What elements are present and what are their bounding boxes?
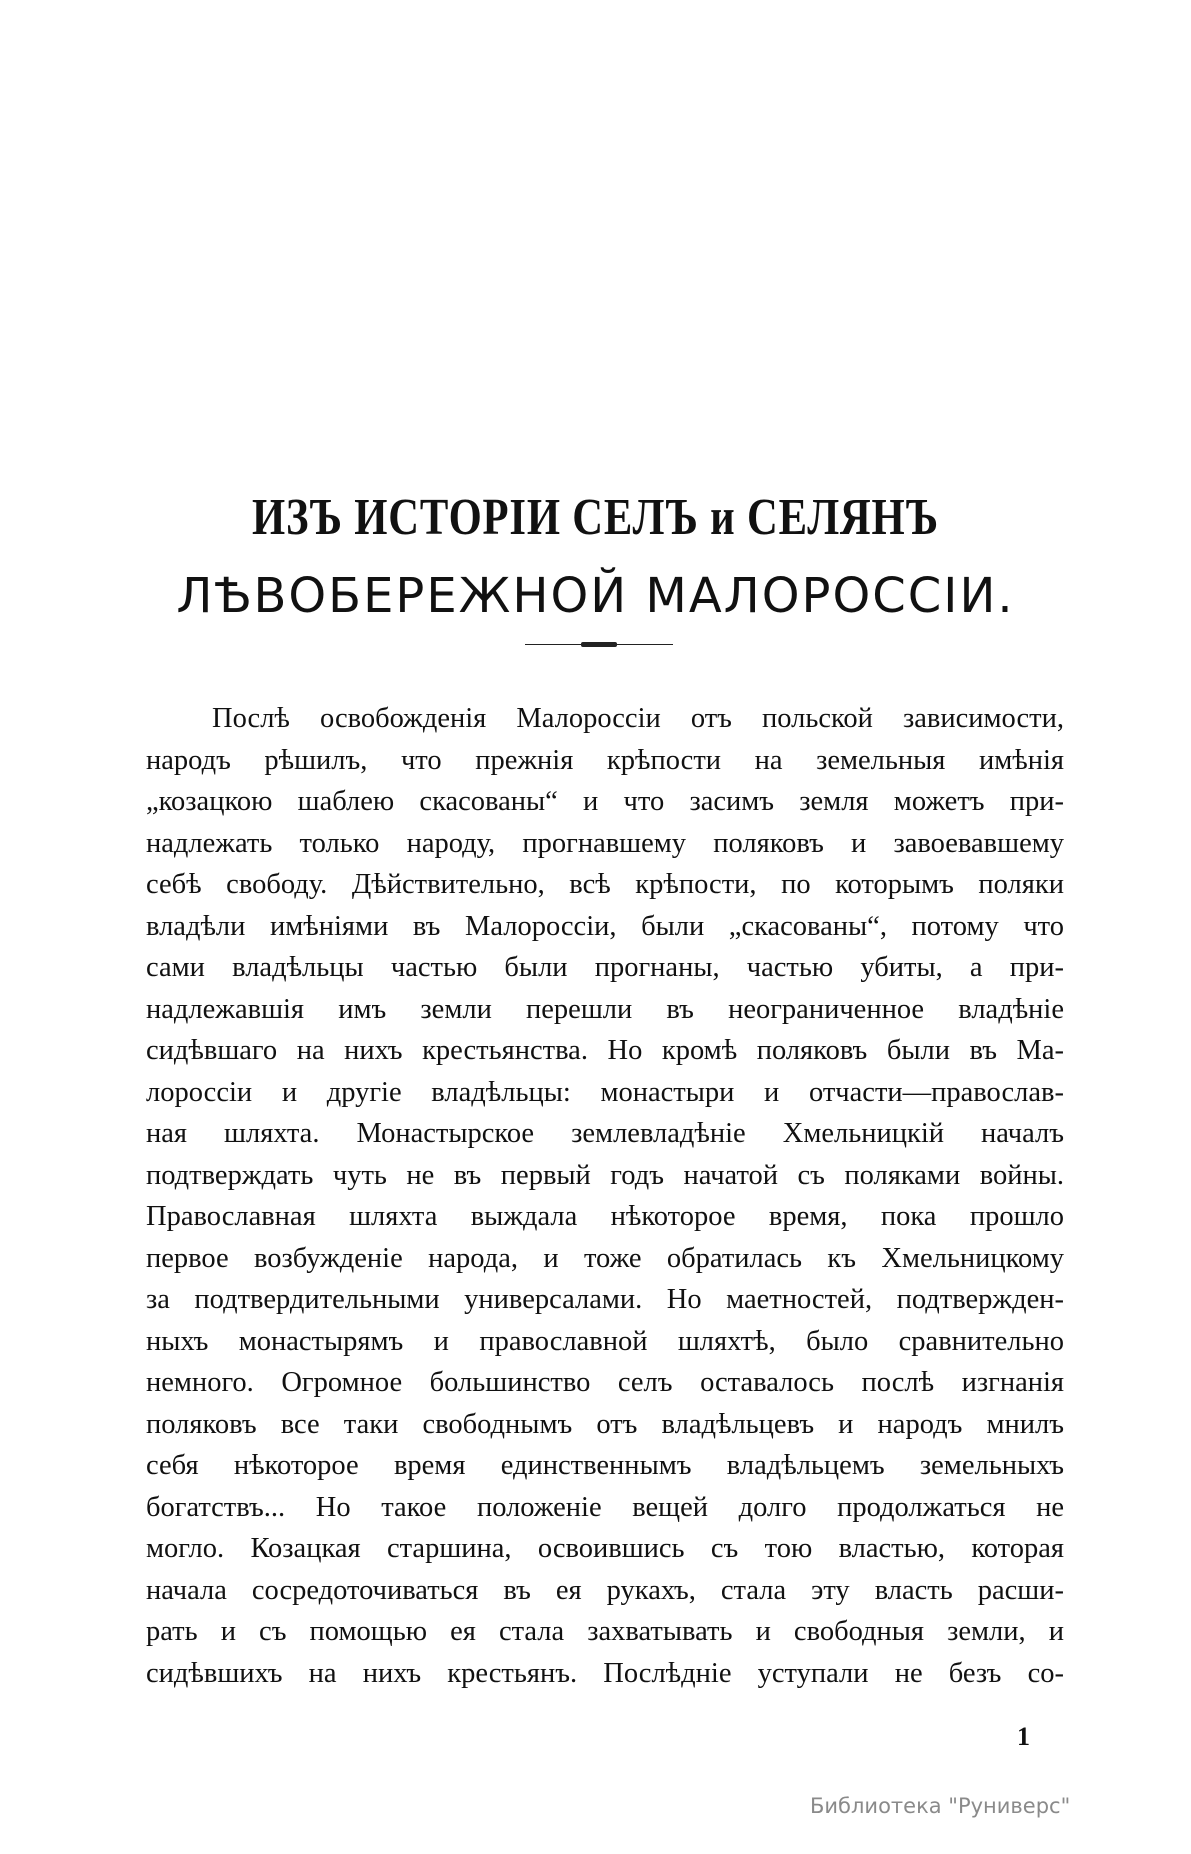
text-line: ныхъ монастырямъ и православной шляхтѣ, было сравнительно (146, 1325, 1064, 1357)
text-line: начала сосредоточиваться въ ея рукахъ, стала эту власть расши- (146, 1574, 1064, 1606)
divider-thick-rule (581, 642, 617, 647)
text-line: подтверждать чуть не въ первый годъ начатой съ поляками войны. (146, 1159, 1064, 1191)
title-line-2: ЛѢВОБЕРЕЖНОЙ МАЛОРОССІИ. (176, 568, 1015, 624)
text-line: рать и съ помощью ея стала захватывать и свободныя земли, и (146, 1616, 1064, 1647)
text-line: ная шляхта. Монастырское землевладѣніе Хмельницкій началъ (146, 1118, 1064, 1149)
text-line: надлежать только народу, прогнавшему поляковъ и завоевавшему (146, 827, 1064, 859)
text-line: сидѣвшихъ на нихъ крестьянъ. Послѣдніе уступали не безъ со- (146, 1657, 1064, 1689)
text-line: первое возбужденіе народа, и тоже обратилась къ Хмельницкому (146, 1242, 1064, 1274)
text-line: за подтвердительными универсалами. Но маетностей, подтвержден- (146, 1284, 1064, 1315)
text-line: народъ рѣшилъ, что прежнія крѣпости на земельныя имѣнія (146, 744, 1064, 776)
body-text (146, 698, 1064, 1694)
text-line: Православная шляхта выждала нѣкоторое время, пока прошло (146, 1201, 1064, 1232)
text-line: себѣ свободу. Дѣйствительно, всѣ крѣпости, по которымъ поляки (146, 869, 1064, 900)
text-line: „козацкою шаблею скасованы“ и что засимъ земля можетъ при- (146, 786, 1064, 817)
text-line: надлежавшія имъ земли перешли въ неограниченное владѣніе (146, 993, 1064, 1025)
text-line: себя нѣкоторое время единственнымъ владѣльцемъ земельныхъ (146, 1450, 1064, 1481)
text-line: владѣли имѣніями въ Малороссіи, были „скасованы“, потому что (146, 910, 1064, 942)
page-number: 1 (1017, 1722, 1030, 1751)
text-line: могло. Козацкая старшина, освоившись съ тою властью, которая (146, 1533, 1064, 1564)
text-line: богатствъ... Но такое положеніе вещей долго продолжаться не (146, 1491, 1064, 1523)
title-line-1: ИЗЪ ИСТОРІИ СЕЛЪ и СЕЛЯНЪ (252, 489, 939, 546)
text-line: сидѣвшаго на нихъ крестьянства. Но кромѣ поляковъ были въ Ма- (146, 1035, 1064, 1066)
library-watermark: Библиотека "Руниверс" (810, 1794, 1071, 1818)
text-line: Послѣ освобожденія Малороссіи отъ польской зависимости, (212, 703, 1064, 734)
text-line: поляковъ все таки свободнымъ отъ владѣльцевъ и народъ мнилъ (146, 1408, 1064, 1440)
text-line: немного. Огромное большинство селъ оставалось послѣ изгнанія (146, 1367, 1064, 1398)
title-divider (525, 642, 673, 648)
text-line: сами владѣльцы частью были прогнаны, частью убиты, а при- (146, 952, 1064, 983)
text-line: лороссіи и другіе владѣльцы: монастыри и отчасти—православ- (146, 1076, 1064, 1108)
